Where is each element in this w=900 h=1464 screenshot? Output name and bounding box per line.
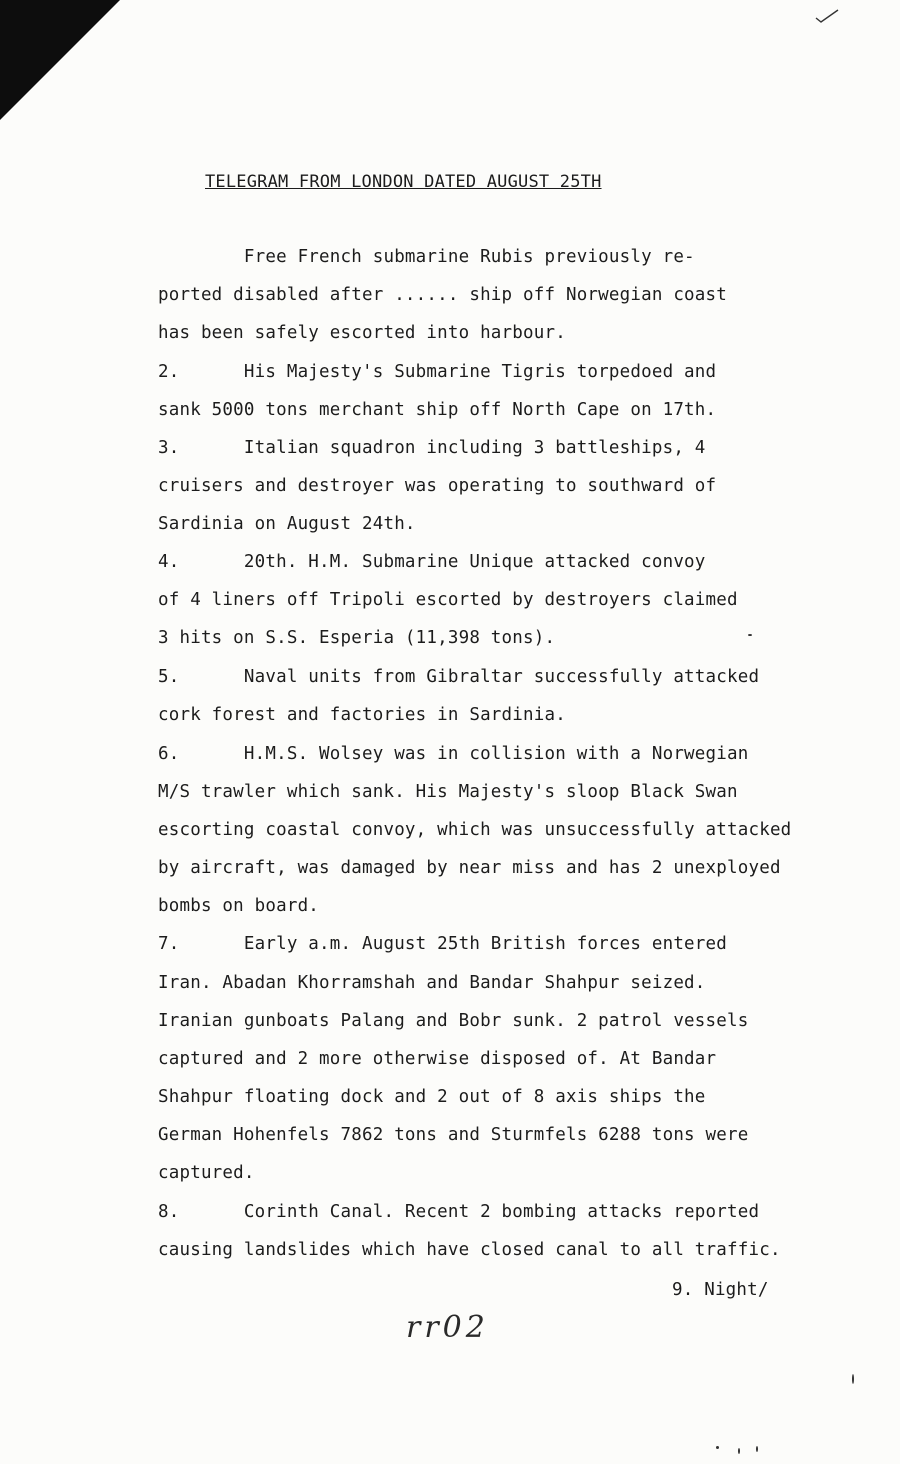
text-line: sank 5000 tons merchant ship off North Cape on 17th.	[158, 400, 717, 420]
text-line: bombs on board.	[158, 896, 320, 916]
text-line: Free French submarine Rubis previously re-	[158, 247, 695, 267]
text-line: captured and 2 more otherwise disposed of. At Bandar	[158, 1049, 717, 1069]
text-line: 5. Naval units from Gibraltar successfully attacked	[158, 667, 760, 687]
text-line: Iran. Abadan Khorramshah and Bandar Shahpur seized.	[158, 973, 706, 993]
text-line: Sardinia on August 24th.	[158, 514, 416, 534]
text-line: cork forest and factories in Sardinia.	[158, 705, 566, 725]
scan-speck	[738, 1448, 740, 1454]
text-line: by aircraft, was damaged by near miss and has 2 unexployed	[158, 858, 781, 878]
scan-speck	[716, 1446, 719, 1449]
scan-corner-shadow	[0, 0, 120, 120]
text-line: Iranian gunboats Palang and Bobr sunk. 2 patrol vessels	[158, 1011, 749, 1031]
text-line: 7. Early a.m. August 25th British forces entered	[158, 934, 728, 954]
scan-speck	[756, 1446, 758, 1452]
continuation-marker: 9. Night/	[672, 1280, 769, 1300]
handwritten-reference: rr02	[406, 1310, 489, 1345]
text-line: escorting coastal convoy, which was unsuccessfully attacked	[158, 820, 792, 840]
text-line: ported disabled after ...... ship off Norwegian coast	[158, 285, 728, 305]
text-line: captured.	[158, 1163, 255, 1183]
scan-speck	[852, 1374, 854, 1384]
text-line: 2. His Majesty's Submarine Tigris torpedoed and	[158, 362, 717, 382]
text-line: 3 hits on S.S. Esperia (11,398 tons).	[158, 628, 556, 648]
check-mark-icon	[812, 6, 842, 26]
text-line: Shahpur floating dock and 2 out of 8 axis ships the	[158, 1087, 706, 1107]
text-line: M/S trawler which sank. His Majesty's sloop Black Swan	[158, 782, 738, 802]
text-line: of 4 liners off Tripoli escorted by destroyers claimed	[158, 590, 738, 610]
scan-speck	[748, 634, 752, 636]
text-line: 3. Italian squadron including 3 battleships, 4	[158, 438, 706, 458]
text-line: cruisers and destroyer was operating to southward of	[158, 476, 717, 496]
text-line: German Hohenfels 7862 tons and Sturmfels 6288 tons were	[158, 1125, 749, 1145]
text-line: 6. H.M.S. Wolsey was in collision with a Norwegian	[158, 744, 749, 764]
text-line: 4. 20th. H.M. Submarine Unique attacked convoy	[158, 552, 706, 572]
text-line: has been safely escorted into harbour.	[158, 323, 566, 343]
text-line: causing landslides which have closed canal to all traffic.	[158, 1240, 781, 1260]
text-line: 8. Corinth Canal. Recent 2 bombing attacks reported	[158, 1202, 760, 1222]
document-title: TELEGRAM FROM LONDON DATED AUGUST 25TH	[205, 172, 602, 192]
